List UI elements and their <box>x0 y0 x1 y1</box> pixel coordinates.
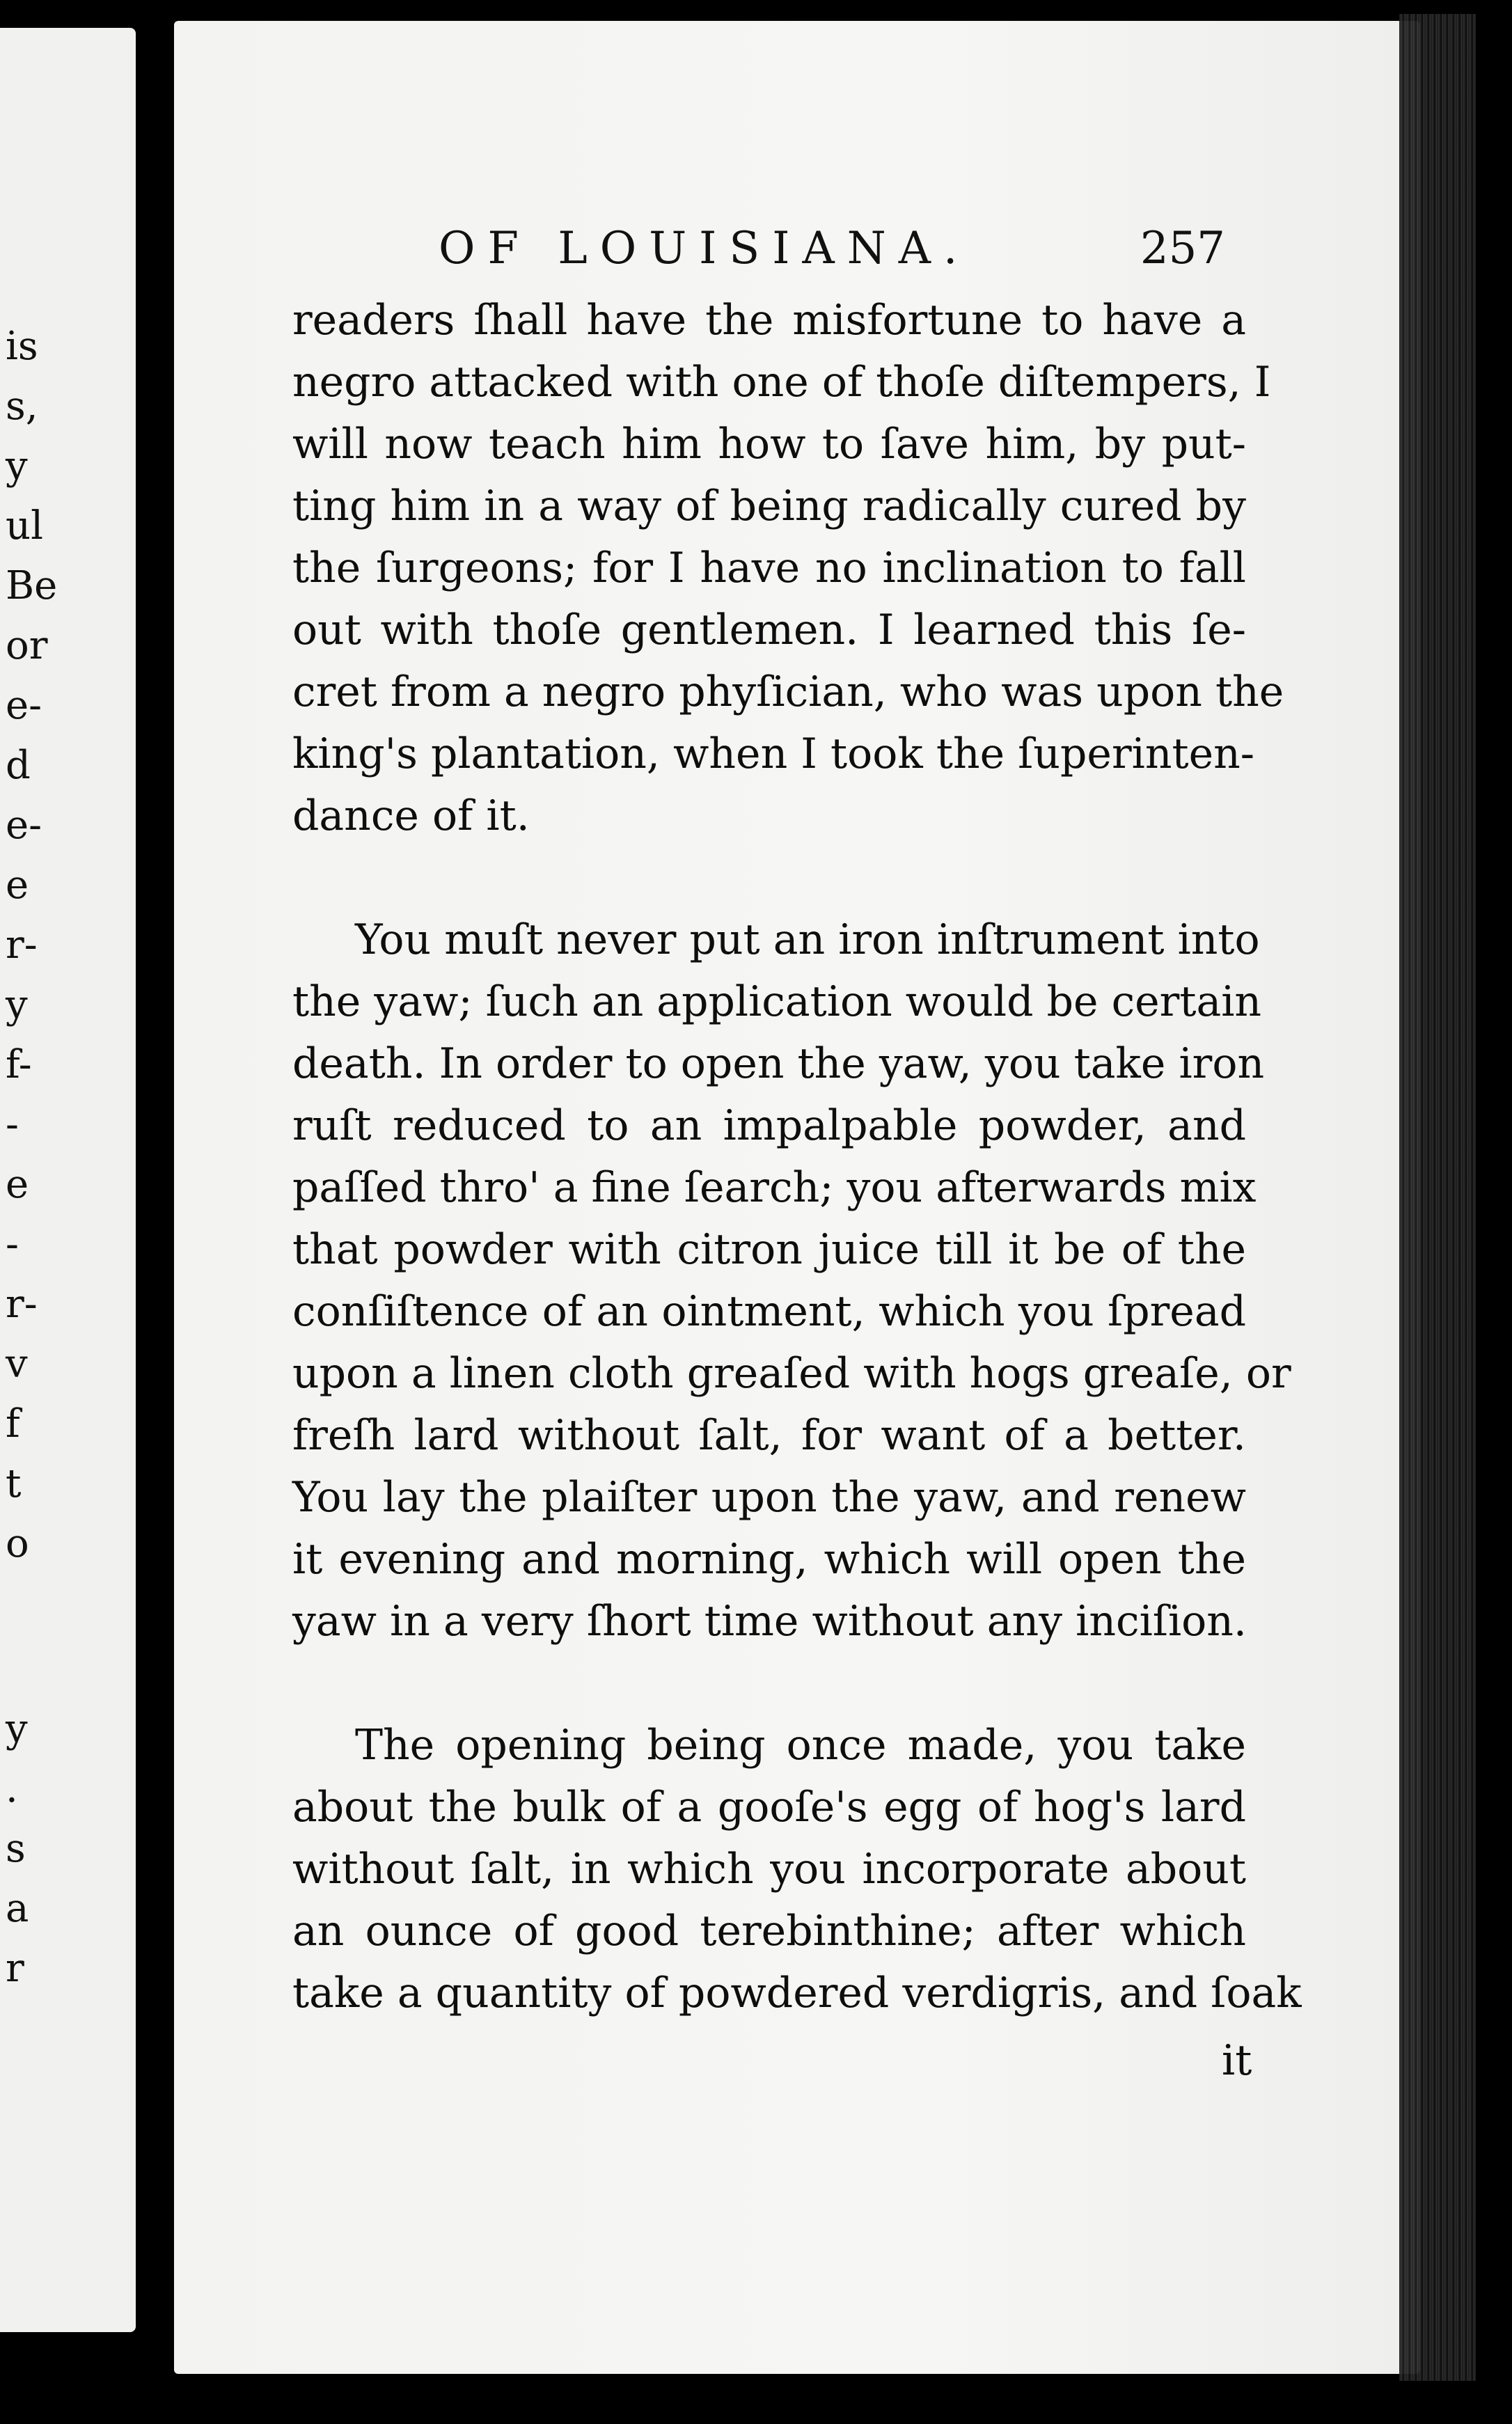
facing-page-fragment-text: or <box>6 623 48 668</box>
facing-page-fragment-text: e <box>6 1162 29 1207</box>
page-number: 257 <box>1140 223 1225 274</box>
facing-page-fragment-text: v <box>6 1341 28 1387</box>
facing-page-fragment-text: r <box>6 1946 24 1991</box>
text-line: readers ſhall have the misfortune to have a <box>292 296 1246 345</box>
text-line: yaw in a very ſhort time without any inciſion. <box>292 1597 1247 1646</box>
text-line: death. In order to open the yaw, you take iron <box>292 1039 1265 1088</box>
facing-page-fragment-text: Be <box>6 563 58 608</box>
text-line: The opening being once made, you take <box>355 1721 1246 1770</box>
text-line: without ſalt, in which you incorporate about <box>292 1845 1246 1894</box>
facing-page-text <box>0 28 136 2332</box>
text-line: freſh lard without ſalt, for want of a better. <box>292 1411 1246 1460</box>
facing-page-fragment-text: r- <box>6 922 38 968</box>
facing-page-fragment-text: f- <box>6 1042 32 1087</box>
text-line: king's plantation, when I took the ſuperinten- <box>292 730 1254 778</box>
facing-page-fragment-text: e- <box>6 803 42 848</box>
text-line: You muſt never put an iron inſtrument into <box>355 915 1260 964</box>
facing-page-fragment-text: f <box>6 1401 20 1447</box>
facing-page-fragment-text: ul <box>6 503 43 549</box>
text-line: paſſed thro' a fine ſearch; you afterwards mix <box>292 1163 1257 1212</box>
text-line: about the bulk of a gooſe's egg of hog's lard <box>292 1783 1246 1832</box>
facing-page-fragment-text: a <box>6 1886 29 1931</box>
text-line: upon a linen cloth greaſed with hogs greaſe, or <box>292 1349 1291 1398</box>
facing-page-fragment-text: is <box>6 324 38 369</box>
text-line: negro attacked with one of thoſe diſtempers, I <box>292 358 1271 407</box>
catchword: it <box>1222 2036 1252 2085</box>
text-line: ruſt reduced to an impalpable powder, and <box>292 1101 1246 1150</box>
facing-page-fragment-text: y <box>6 982 28 1028</box>
facing-page-fragment-text: y <box>6 1706 28 1752</box>
facing-page-fragment-text: s, <box>6 384 38 429</box>
facing-page-fragment-text: e <box>6 863 29 908</box>
text-line: conſiſtence of an ointment, which you ſpread <box>292 1287 1246 1336</box>
text-line: ting him in a way of being radically cured by <box>292 482 1246 530</box>
running-title: OF LOUISIANA. <box>439 223 970 274</box>
text-line: out with thoſe gentlemen. I learned this ſe- <box>292 606 1246 654</box>
text-line: the ſurgeons; for I have no inclination to fall <box>292 544 1246 592</box>
facing-page-fragment-text: e- <box>6 683 42 728</box>
text-line: that powder with citron juice till it be of the <box>292 1225 1246 1274</box>
facing-page-fragment-text: s <box>6 1826 26 1871</box>
text-line: You lay the plaiſter upon the yaw, and renew <box>292 1473 1246 1522</box>
facing-page-fragment-text: y <box>6 443 28 489</box>
text-line: an ounce of good terebinthine; after which <box>292 1907 1246 1955</box>
facing-page-fragment-text: r- <box>6 1282 38 1327</box>
facing-page-fragment-text: . <box>6 1766 18 1811</box>
facing-page-fragment <box>0 28 136 2332</box>
facing-page-fragment-text: d <box>6 743 31 788</box>
text-line: will now teach him how to ſave him, by put- <box>292 420 1246 469</box>
running-head <box>439 223 1225 285</box>
page-edges <box>1399 14 1476 2381</box>
text-line: take a quantity of powdered verdigris, and ſoak <box>292 1969 1302 2017</box>
text-line: the yaw; ſuch an application would be certain <box>292 977 1262 1026</box>
facing-page-fragment-text: t <box>6 1461 22 1506</box>
facing-page-fragment-text: o <box>6 1521 29 1566</box>
text-line: it evening and morning, which will open the <box>292 1535 1246 1584</box>
text-line: cret from a negro phyſician, who was upon the <box>292 668 1284 716</box>
facing-page-fragment-text: - <box>6 1222 19 1267</box>
text-line: dance of it. <box>292 792 530 840</box>
facing-page-fragment-text: - <box>6 1102 19 1147</box>
